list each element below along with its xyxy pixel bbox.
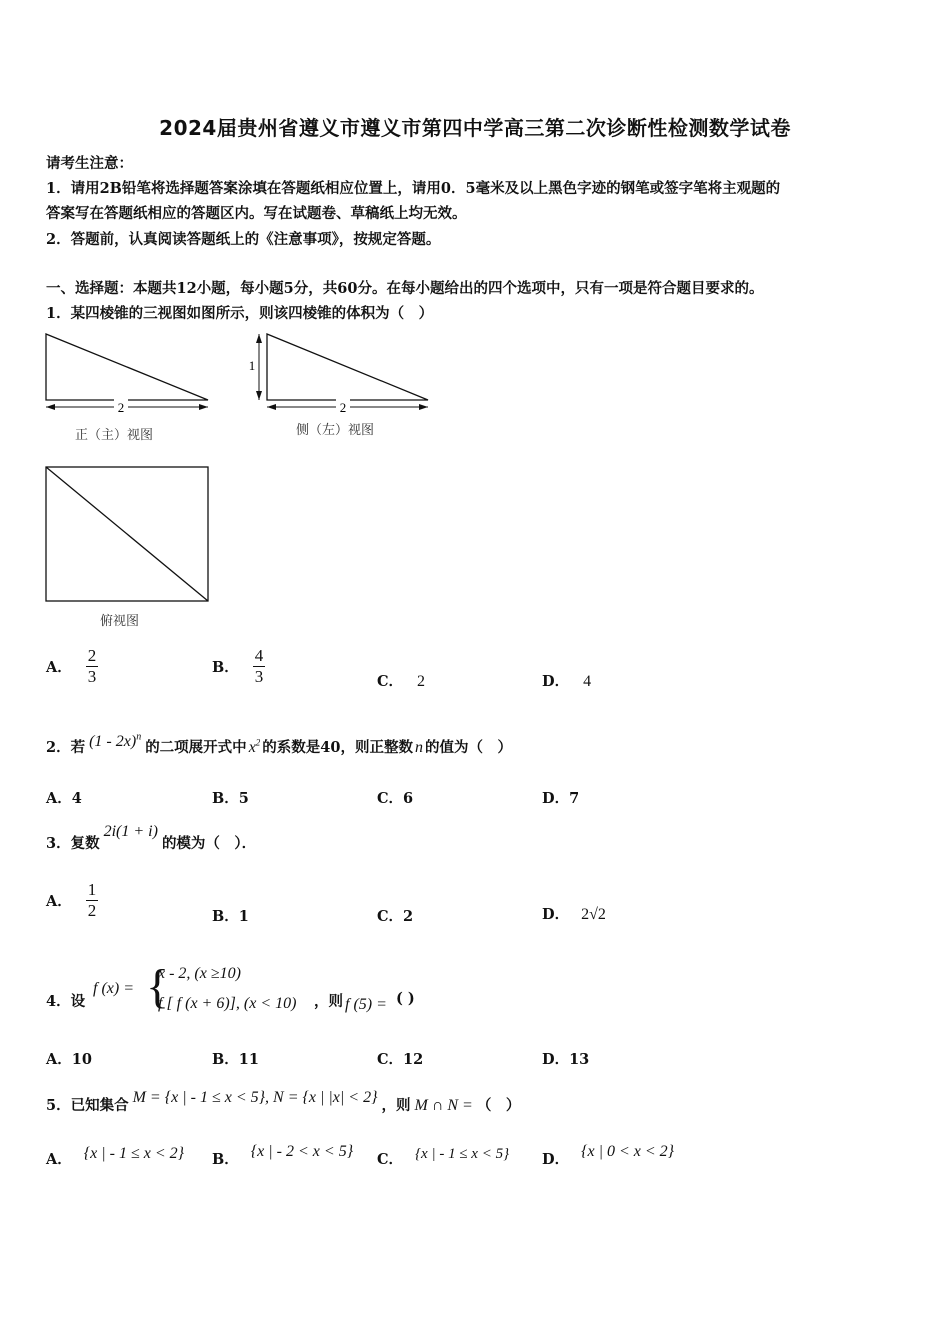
q4-mid: ，则 bbox=[314, 993, 343, 1010]
side-view-label: 侧（左）视图 bbox=[296, 423, 375, 438]
q2-option-d[interactable]: D．7 bbox=[542, 790, 580, 807]
q4-option-c[interactable]: C．12 bbox=[377, 1051, 424, 1068]
q3-option-c[interactable]: C．2 bbox=[377, 908, 414, 925]
page-title: 2024届贵州省遵义市遵义市第四中学高三第二次诊断性检测数学试卷 bbox=[159, 116, 791, 140]
front-dim-arrow-left bbox=[46, 404, 55, 410]
q5-option-b[interactable]: B． {x | - 2 < x < 5} bbox=[212, 1143, 354, 1168]
notice-line-1: 1．请用2B铅笔将选择题答案涂填在答题纸相应位置上，请用0．5毫米及以上黑色字迹的钢笔或签字笔将主观题的 bbox=[46, 180, 781, 197]
top-view-diagonal bbox=[46, 467, 208, 601]
q4-option-d[interactable]: D．13 bbox=[542, 1051, 590, 1068]
q3-option-a[interactable]: A． $\frac{1}{2}$ bbox=[46, 880, 97, 920]
side-width-label: 2 bbox=[339, 400, 347, 415]
q1-option-d[interactable]: D． 4 bbox=[542, 673, 592, 690]
side-view-triangle bbox=[267, 334, 428, 400]
q4-fx: f (x) = bbox=[93, 980, 134, 997]
q5-option-a[interactable]: A． {x | - 1 ≤ x < 2} bbox=[46, 1145, 185, 1168]
q4-option-a[interactable]: A．10 bbox=[46, 1051, 92, 1068]
front-dim-label: 2 bbox=[117, 400, 125, 415]
front-view-triangle bbox=[46, 334, 208, 400]
q4-brace: { bbox=[146, 960, 170, 1013]
front-dim-arrow-right bbox=[199, 404, 208, 410]
q2-option-b[interactable]: B．5 bbox=[212, 790, 249, 807]
side-height-label: 1 bbox=[248, 358, 256, 373]
q5-option-d[interactable]: D． {x | 0 < x < 2} bbox=[542, 1143, 675, 1168]
q4-option-b[interactable]: B．11 bbox=[212, 1051, 259, 1068]
q3-option-d[interactable]: D． 2√2 bbox=[542, 906, 606, 923]
top-view-label: 俯视图 bbox=[100, 614, 140, 629]
q1-option-a[interactable]: A． $\frac{2}{3}$ bbox=[46, 646, 97, 686]
q5-option-c[interactable]: C． {x | - 1 ≤ x < 5} bbox=[377, 1146, 510, 1168]
notice-heading: 请考生注意： bbox=[46, 155, 133, 172]
side-width-arrow-right bbox=[419, 404, 428, 410]
q2-option-c[interactable]: C．6 bbox=[377, 790, 414, 807]
side-height-arrow-top bbox=[256, 334, 262, 343]
q4-case-1: x - 2, (x ≥10) bbox=[158, 965, 241, 982]
q4-case-2: f [ f (x + 6)], (x < 10) bbox=[158, 995, 297, 1012]
three-view-figure bbox=[38, 328, 458, 628]
q1-option-c[interactable]: C． 2 bbox=[377, 673, 426, 690]
q5-stem: 5．已知集合 M = {x | - 1 ≤ x < 5}, N = {x | |x| < 2} ，则 M ∩ N = （ ） bbox=[46, 1089, 521, 1114]
q2-option-a[interactable]: A．4 bbox=[46, 790, 82, 807]
front-view-label: 正（主）视图 bbox=[75, 428, 154, 443]
q1-stem: 1．某四棱锥的三视图如图所示，则该四棱锥的体积为（ ） bbox=[46, 305, 434, 322]
side-height-arrow-bottom bbox=[256, 391, 262, 400]
q3-stem: 3．复数2i(1 + i)的模为（ ）． bbox=[46, 823, 257, 852]
section-heading: 一、选择题：本题共12小题，每小题5分，共60分。在每小题给出的四个选项中，只有一项是符合题目要求的。 bbox=[46, 280, 764, 297]
side-width-arrow-left bbox=[267, 404, 276, 410]
q4-f5: f (5) = bbox=[345, 996, 387, 1013]
notice-line-1b: 答案写在答题纸相应的答题区内。写在试题卷、草稿纸上均无效。 bbox=[46, 205, 467, 222]
q2-stem: 2．若 (1 - 2x)$^n$的二项展开式中 $x^2$ 的系数是40，则正整数 n 的值为（ ） bbox=[46, 731, 512, 756]
q3-option-b[interactable]: B．1 bbox=[212, 908, 249, 925]
notice-line-2: 2．答题前，认真阅读答题纸上的《注意事项》，按规定答题。 bbox=[46, 231, 441, 248]
q4-prefix: 4．设 bbox=[46, 993, 86, 1010]
q1-option-b[interactable]: B． $\frac{4}{3}$ bbox=[212, 646, 264, 686]
q4-end: ( ) bbox=[396, 990, 415, 1007]
